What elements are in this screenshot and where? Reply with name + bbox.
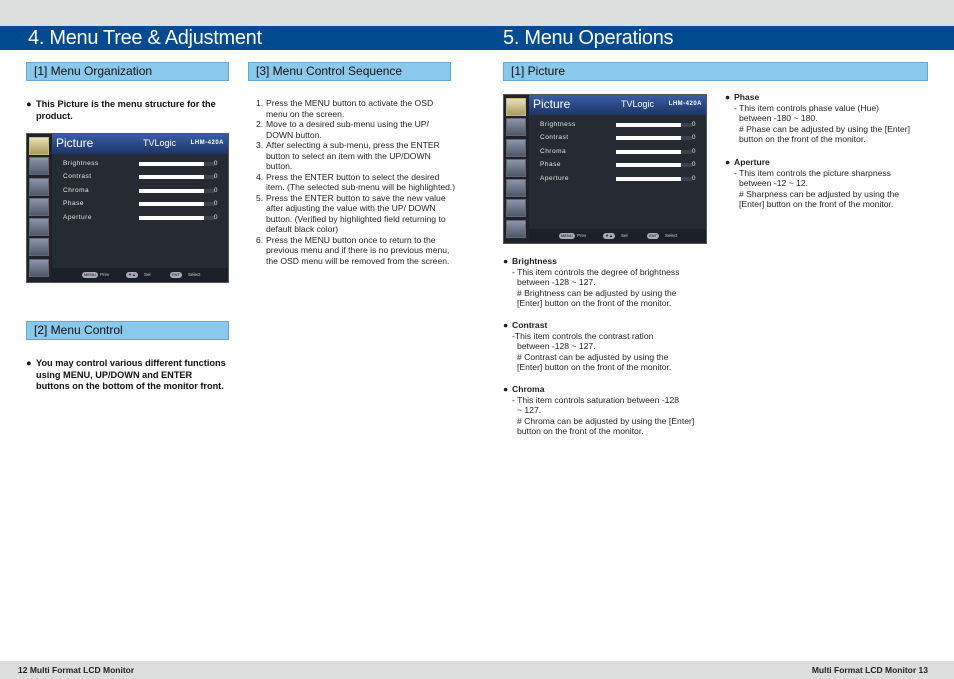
osd-row-bar-fill bbox=[139, 189, 204, 193]
osd-footer bbox=[52, 268, 228, 282]
picture-item-heading bbox=[725, 92, 935, 103]
picture-item-name: Aperture bbox=[734, 157, 770, 167]
osd-row-label: Brightness bbox=[540, 121, 576, 128]
osd-row-label: Brightness bbox=[63, 160, 99, 167]
osd-picture-icon bbox=[506, 98, 526, 116]
osd-key-label: Prev bbox=[100, 272, 110, 277]
picture-item-description bbox=[725, 103, 935, 145]
osd-row-bar bbox=[616, 177, 692, 181]
description-line: # Phase can be adjusted by using the [Enter] bbox=[739, 123, 911, 134]
picture-item-heading bbox=[503, 384, 713, 395]
osd-footer bbox=[529, 229, 706, 243]
step-number: 6. bbox=[256, 234, 264, 245]
osd-color-icon bbox=[29, 157, 49, 175]
footer-left: 12 Multi Format LCD Monitor bbox=[18, 665, 135, 675]
footer-right: Multi Format LCD Monitor 13 bbox=[811, 665, 928, 675]
page-title-left: 4. Menu Tree & Adjustment bbox=[0, 26, 477, 50]
step-item bbox=[256, 193, 456, 235]
osd-row-bar bbox=[616, 163, 692, 167]
bullet-icon: ● bbox=[503, 256, 509, 266]
osd-key-label: Select bbox=[665, 233, 678, 238]
step-text: Press the ENTER button to select the desired item. (The selected sub-menu will be highlighted.) bbox=[266, 171, 456, 192]
step-text: After selecting a sub-menu, press the ENTER button to select an item with the UP/DOWN button. bbox=[266, 140, 440, 171]
osd-settings-icon bbox=[29, 178, 49, 196]
osd-row-bar bbox=[139, 202, 215, 206]
osd-row-label: Contrast bbox=[63, 173, 92, 181]
osd-row-brightness bbox=[540, 119, 700, 131]
osd-row-value: 0 bbox=[213, 160, 218, 167]
osd-header bbox=[52, 134, 228, 154]
description-line: - This item controls the picture sharpness bbox=[734, 167, 891, 178]
osd-row-bar-fill bbox=[616, 163, 681, 167]
osd-key-label: Prev bbox=[577, 233, 587, 238]
osd-row-chroma bbox=[63, 185, 222, 197]
picture-item-heading bbox=[503, 320, 713, 331]
osd-row-contrast bbox=[63, 171, 222, 183]
step-item bbox=[256, 98, 456, 119]
osd-row-bar bbox=[139, 162, 215, 166]
bullet-icon: ● bbox=[26, 358, 32, 368]
osd-header bbox=[529, 95, 706, 115]
osd-tools-icon bbox=[506, 220, 526, 238]
picture-item-name: Contrast bbox=[512, 320, 548, 330]
osd-row-label: Contrast bbox=[540, 134, 569, 142]
osd-key-0: MENU bbox=[561, 233, 573, 238]
description-line: -This item controls the contrast ration bbox=[512, 330, 654, 341]
osd-row-value: 0 bbox=[213, 186, 218, 194]
description-line: - This item controls the degree of brightness bbox=[512, 266, 680, 277]
osd-menu-screenshot-right bbox=[503, 94, 707, 244]
description-line: between -128 ~ 127. bbox=[517, 277, 596, 287]
osd-title: Picture bbox=[56, 136, 94, 150]
description-line: between -12 ~ 12. bbox=[739, 178, 809, 188]
osd-sidebar bbox=[504, 95, 529, 243]
picture-item-aperture bbox=[725, 157, 935, 210]
description-line: between -128 ~ 127. bbox=[517, 341, 596, 351]
section-heading-menu-control-sequence: [3] Menu Control Sequence bbox=[248, 62, 451, 81]
step-number: 2. bbox=[256, 119, 264, 129]
description-line: - This item controls saturation between -128 bbox=[512, 394, 680, 405]
picture-item-chroma bbox=[503, 384, 713, 437]
osd-row-bar bbox=[616, 136, 692, 140]
osd-row-label: Chroma bbox=[540, 147, 567, 155]
osd-brand: TVLogic bbox=[142, 138, 176, 148]
page-title-right: 5. Menu Operations bbox=[477, 26, 954, 50]
osd-audio-icon bbox=[506, 159, 526, 177]
description-line: # Brightness can be adjusted by using the bbox=[517, 287, 677, 298]
description-line: # Chroma can be adjusted by using the [Enter] bbox=[517, 415, 695, 426]
osd-color-icon bbox=[506, 118, 526, 136]
osd-row-bar bbox=[616, 150, 692, 154]
step-number: 4. bbox=[256, 171, 264, 182]
osd-tools-icon bbox=[29, 259, 49, 277]
description-line: - This item controls phase value (Hue) bbox=[734, 102, 880, 113]
osd-row-label: Aperture bbox=[540, 174, 569, 182]
osd-row-label: Aperture bbox=[63, 213, 92, 221]
osd-row-value: 0 bbox=[691, 147, 696, 155]
top-band bbox=[0, 0, 954, 26]
picture-item-heading bbox=[503, 256, 713, 267]
picture-item-name: Brightness bbox=[512, 256, 557, 266]
picture-item-name: Chroma bbox=[512, 384, 545, 394]
osd-row-label: Phase bbox=[540, 161, 561, 169]
osd-row-aperture bbox=[63, 212, 222, 224]
picture-item-description bbox=[503, 331, 713, 373]
osd-marker-icon bbox=[29, 218, 49, 236]
osd-row-bar-fill bbox=[616, 123, 681, 127]
step-text: Press the ENTER button to save the new value after adjusting the value with the UP/ DOWN button. (Verified by highlighted field returning to default black color) bbox=[266, 192, 446, 234]
picture-item-brightness bbox=[503, 256, 713, 309]
step-number: 3. bbox=[256, 140, 264, 150]
bullet-icon: ● bbox=[503, 384, 509, 394]
step-text: Press the MENU button once to return to the previous menu and if there is no previous menu, the OSD menu will be removed from the screen. bbox=[266, 234, 450, 266]
osd-row-value: 0 bbox=[691, 121, 696, 128]
osd-key-2: ENT bbox=[172, 272, 180, 277]
osd-row-phase bbox=[540, 159, 700, 171]
osd-audio-icon bbox=[29, 198, 49, 216]
description-line: between -180 ~ 180. bbox=[739, 113, 818, 123]
section-heading-menu-organization: [1] Menu Organization bbox=[26, 62, 229, 81]
osd-row-bar-fill bbox=[616, 150, 681, 154]
osd-row-bar bbox=[139, 189, 215, 193]
bullet-icon: ● bbox=[725, 157, 731, 167]
description-line: button on the front of the monitor. bbox=[739, 134, 866, 144]
menu-organization-note bbox=[26, 99, 231, 122]
osd-row-chroma bbox=[540, 146, 700, 158]
step-item bbox=[256, 140, 456, 172]
picture-item-contrast bbox=[503, 320, 713, 373]
description-line: [Enter] button on the front of the monitor. bbox=[739, 199, 894, 209]
osd-row-aperture bbox=[540, 173, 700, 185]
osd-row-value: 0 bbox=[213, 200, 218, 208]
osd-key-label: Select bbox=[188, 272, 201, 277]
osd-key-2: ENT bbox=[649, 233, 657, 238]
osd-row-bar-fill bbox=[616, 177, 681, 181]
step-item bbox=[256, 235, 456, 267]
osd-menu-screenshot-left bbox=[26, 133, 229, 283]
bullet-icon: ● bbox=[725, 92, 731, 102]
menu-control-note bbox=[26, 358, 226, 393]
osd-row-bar-fill bbox=[139, 202, 204, 206]
description-line: # Sharpness can be adjusted by using the bbox=[739, 188, 900, 199]
menu-control-steps bbox=[256, 98, 456, 266]
osd-row-value: 0 bbox=[691, 134, 696, 142]
menu-control-text: You may control various different functions using MENU, UP/DOWN and ENTER buttons on the bottom of the monitor front. bbox=[36, 358, 226, 391]
osd-key-0: MENU bbox=[84, 272, 96, 277]
picture-item-description bbox=[725, 168, 935, 210]
osd-key-label: Sel bbox=[621, 233, 628, 238]
osd-settings-icon bbox=[506, 139, 526, 157]
bullet-icon: ● bbox=[503, 320, 509, 330]
osd-row-bar-fill bbox=[139, 175, 204, 179]
picture-item-phase bbox=[725, 92, 935, 145]
osd-row-label: Phase bbox=[63, 200, 84, 208]
osd-glasses-icon bbox=[506, 199, 526, 217]
osd-row-bar-fill bbox=[616, 136, 681, 140]
osd-row-bar-fill bbox=[139, 216, 204, 220]
step-number: 5. bbox=[256, 192, 264, 203]
step-text: Press the MENU button to activate the OSD menu on the screen. bbox=[266, 98, 434, 119]
osd-row-contrast bbox=[540, 132, 700, 144]
bullet-icon: ● bbox=[26, 99, 32, 109]
osd-brand: TVLogic bbox=[620, 99, 654, 109]
osd-row-label: Chroma bbox=[63, 186, 90, 194]
osd-title: Picture bbox=[533, 97, 571, 111]
osd-row-brightness bbox=[63, 158, 222, 170]
description-line: button on the front of the monitor. bbox=[517, 426, 644, 436]
osd-marker-icon bbox=[506, 179, 526, 197]
step-item bbox=[256, 172, 456, 193]
section-heading-menu-control: [2] Menu Control bbox=[26, 321, 229, 340]
osd-row-bar bbox=[139, 216, 215, 220]
picture-item-description bbox=[503, 267, 713, 309]
osd-row-value: 0 bbox=[213, 173, 218, 181]
osd-key-1: ▼▲ bbox=[605, 233, 613, 238]
osd-row-value: 0 bbox=[213, 213, 218, 221]
step-item bbox=[256, 119, 456, 140]
description-line: [Enter] button on the front of the monitor. bbox=[517, 362, 672, 372]
osd-row-bar bbox=[616, 123, 692, 127]
osd-row-bar bbox=[139, 175, 215, 179]
osd-row-bar-fill bbox=[139, 162, 204, 166]
description-line: ~ 127. bbox=[517, 405, 542, 415]
osd-row-value: 0 bbox=[691, 174, 696, 182]
picture-item-name: Phase bbox=[734, 92, 760, 102]
osd-key-label: Sel bbox=[144, 272, 151, 277]
picture-item-heading bbox=[725, 157, 935, 168]
osd-glasses-icon bbox=[29, 238, 49, 256]
description-line: [Enter] button on the front of the monitor. bbox=[517, 298, 672, 308]
osd-model: LHM-420A bbox=[668, 101, 702, 107]
step-number: 1. bbox=[256, 98, 264, 108]
step-text: Move to a desired sub-menu using the UP/ DOWN button. bbox=[266, 119, 429, 140]
menu-organization-text: This Picture is the menu structure for the product. bbox=[36, 99, 216, 121]
osd-key-1: ▼▲ bbox=[128, 272, 136, 277]
osd-sidebar bbox=[27, 134, 52, 282]
osd-picture-icon bbox=[29, 137, 49, 155]
description-line: # Contrast can be adjusted by using the bbox=[517, 351, 669, 362]
osd-row-value: 0 bbox=[691, 161, 696, 169]
picture-item-description bbox=[503, 395, 713, 437]
section-heading-picture: [1] Picture bbox=[503, 62, 928, 81]
osd-model: LHM-420A bbox=[190, 140, 224, 146]
osd-row-phase bbox=[63, 198, 222, 210]
